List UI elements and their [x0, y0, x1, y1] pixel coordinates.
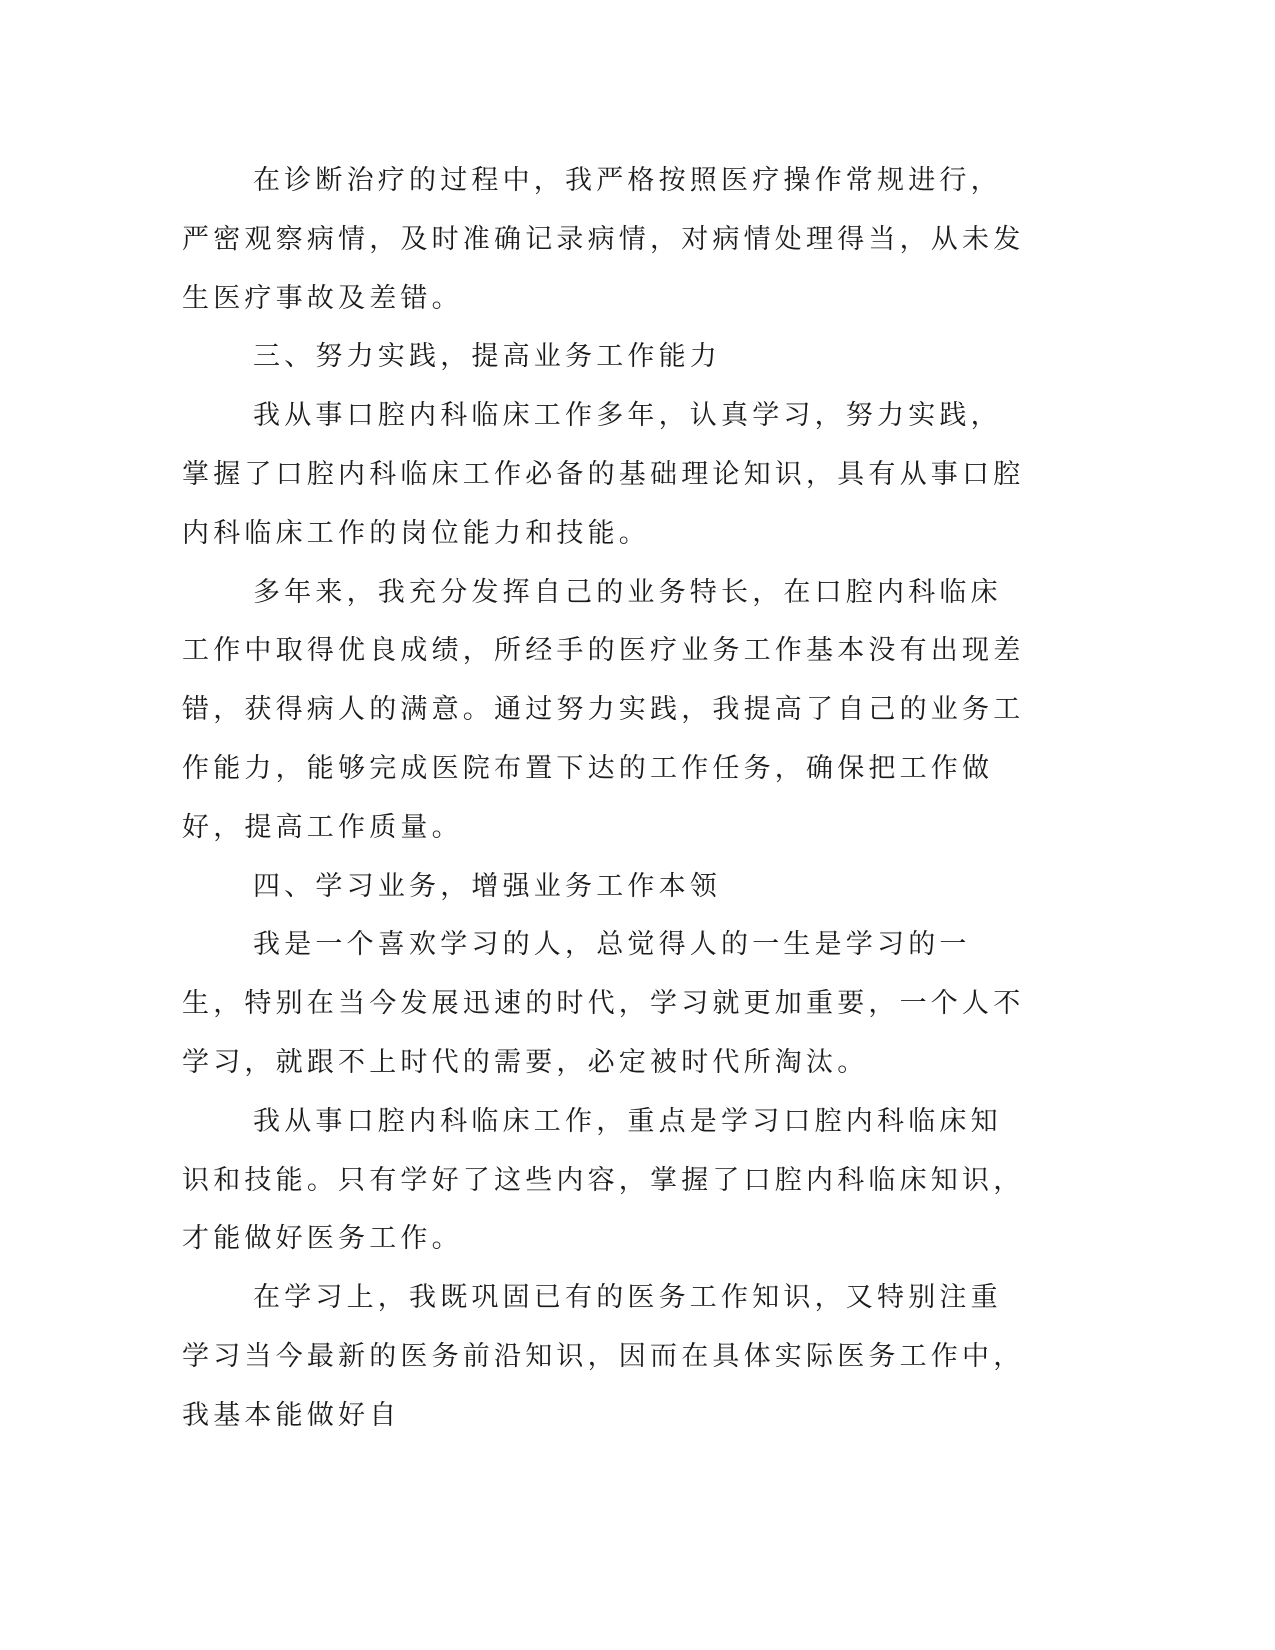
paragraph-line: 代的需要，必定被时代所淘汰。 — [431, 1046, 869, 1078]
paragraph-focus — [182, 1093, 1032, 1269]
document-body — [182, 152, 1032, 1446]
paragraph-diagnosis — [182, 152, 1032, 328]
paragraph-line: 满意。通过努力实践，我提高了自己的业务工作能力，能够完成医院 — [182, 694, 1025, 784]
section-heading-four — [182, 858, 1032, 917]
paragraph-line: 作。 — [400, 1223, 463, 1255]
paragraph-line: 我从事口腔内科临床工作多年，认真学习，努力实践，掌握了口 — [182, 400, 1002, 490]
paragraph-line: 。只有学好了这些内容，掌握了口腔内科临床知识，才能做好医务工 — [182, 1164, 1025, 1255]
paragraph-line: 岗位能力和技能。 — [400, 517, 651, 549]
section-heading-three — [182, 328, 1032, 387]
heading-text: 四、学习业务，增强业务工作本领 — [253, 870, 721, 902]
paragraph-line: 多年来，我充分发挥自己的业务特长，在口腔内科临床工作中取 — [182, 576, 1002, 667]
paragraph-line: 在学习上，我既巩固已有的医务工作知识，又特别注重学习当今 — [182, 1282, 1002, 1372]
paragraph-practice — [182, 387, 1032, 563]
paragraph-line: 错。 — [400, 282, 463, 314]
paragraph-line: 最新的医务前沿知识，因而在具体实际医务工作中，我基本能做好自 — [182, 1340, 1025, 1431]
paragraph-study — [182, 1269, 1032, 1445]
paragraph-line: 我是一个喜欢学习的人，总觉得人的一生是学习的一生，特别在 — [182, 929, 971, 1020]
paragraph-line: 病情，及时准确记录病情，对病情处理得当，从未发生医疗事故及差 — [182, 223, 1025, 314]
paragraph-line: 布置下达的工作任务，确保把工作做好，提高工作质量。 — [182, 752, 994, 843]
heading-text: 三、努力实践，提高业务工作能力 — [253, 341, 721, 373]
paragraph-line: 在诊断治疗的过程中，我严格按照医疗操作常规进行，严密观察 — [182, 165, 1002, 255]
paragraph-line: 当今发展迅速的时代，学习就更加重要，一个人不学习，就跟不上时 — [182, 988, 1025, 1078]
paragraph-line: 我从事口腔内科临床工作，重点是学习口腔内科临床知识和技能 — [182, 1105, 1002, 1196]
paragraph-years — [182, 564, 1032, 858]
paragraph-line: 得优良成绩，所经手的医疗业务工作基本没有出现差错，获得病人的 — [182, 635, 1025, 726]
paragraph-learning — [182, 916, 1032, 1092]
paragraph-line: 腔内科临床工作必备的基础理论知识，具有从事口腔内科临床工作的 — [182, 458, 1025, 549]
